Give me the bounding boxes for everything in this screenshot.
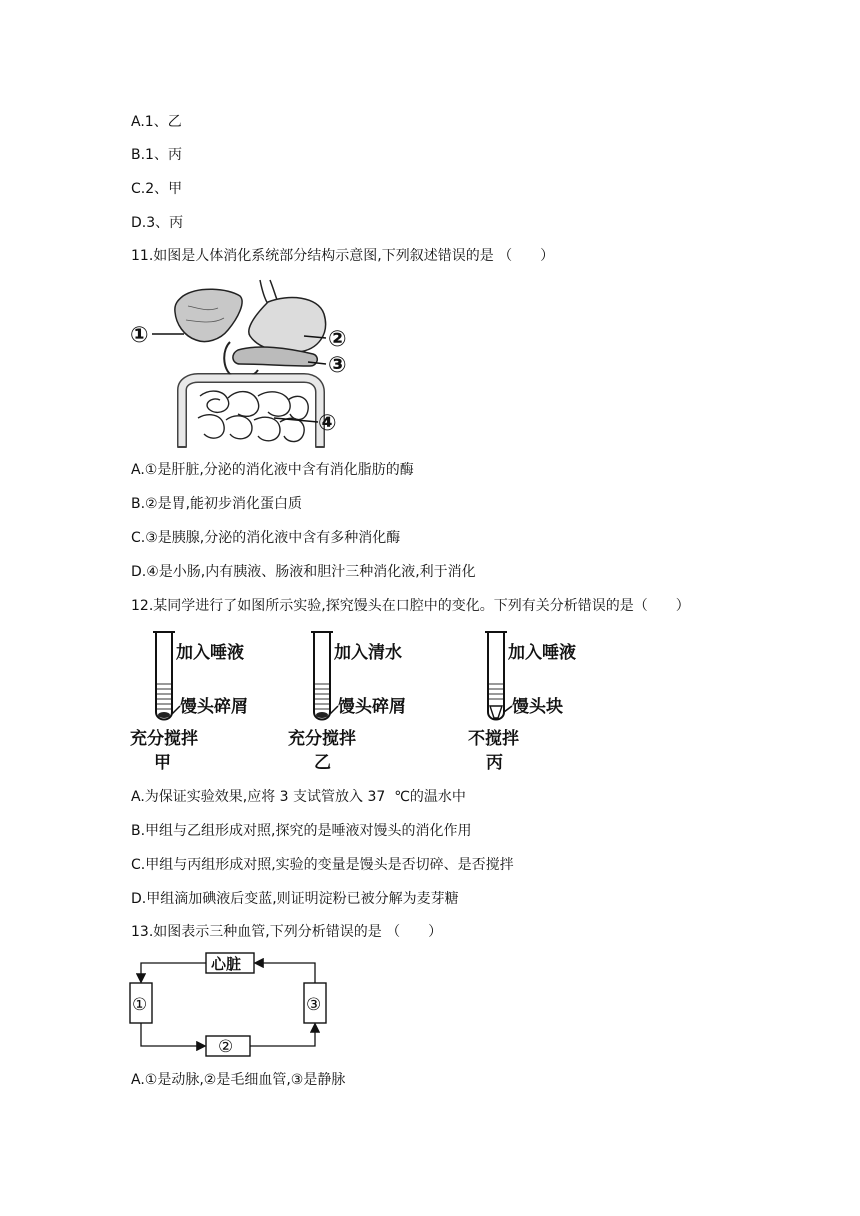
digestive-system-figure: [128, 278, 360, 448]
tube-yi-name: 乙: [314, 753, 331, 773]
q12-stem: 12.某同学进行了如图所示实验,探究馒头在口腔中的变化。下列有关分析错误的是（ ）: [131, 598, 690, 614]
test-tube-figure: [128, 628, 588, 773]
tube-yi-added: 加入清水: [334, 643, 402, 663]
q13-stem: 13.如图表示三种血管,下列分析错误的是 （ ）: [131, 924, 443, 940]
vessel-label-1: ①: [132, 995, 148, 1015]
q10-option-c: C.2、甲: [131, 181, 183, 197]
q11-option-c: C.③是胰腺,分泌的消化液中含有多种消化酶: [131, 530, 401, 546]
digestive-label-1: ①: [130, 323, 149, 348]
tube-yi-content: 馒头碎屑: [338, 697, 406, 717]
tube-jia-action: 充分搅拌: [130, 729, 198, 749]
blood-vessel-diagram: [128, 950, 338, 1062]
q10-option-d: D.3、丙: [131, 215, 184, 231]
large-intestine-shape: [182, 378, 320, 446]
digestive-label-4: ④: [318, 411, 337, 436]
q11-stem: 11.如图是人体消化系统部分结构示意图,下列叙述错误的是 （ ）: [131, 248, 555, 264]
tube-jia-added: 加入唾液: [176, 643, 244, 663]
vessel-label-3: ③: [306, 995, 322, 1015]
tube-bing-action: 不搅拌: [468, 729, 519, 749]
q13-option-a: A.①是动脉,②是毛细血管,③是静脉: [131, 1072, 346, 1088]
q12-option-d: D.甲组滴加碘液后变蓝,则证明淀粉已被分解为麦芽糖: [131, 891, 459, 907]
small-intestine-shape: [198, 391, 308, 442]
q11-option-d: D.④是小肠,内有胰液、肠液和胆汁三种消化液,利于消化: [131, 564, 476, 580]
digestive-label-3: ③: [328, 353, 347, 378]
tube-bing-added: 加入唾液: [508, 643, 576, 663]
tube-bing-name: 丙: [486, 753, 503, 773]
tube-yi-action: 充分搅拌: [288, 729, 356, 749]
q12-option-c: C.甲组与丙组形成对照,实验的变量是馒头是否切碎、是否搅拌: [131, 857, 514, 873]
q12-option-b: B.甲组与乙组形成对照,探究的是唾液对馒头的消化作用: [131, 823, 472, 839]
tube-jia-content: 馒头碎屑: [180, 697, 248, 717]
vessel-label-2: ②: [218, 1037, 234, 1057]
q12-option-a: A.为保证实验效果,应将 3 支试管放入 37 ℃的温水中: [131, 789, 466, 805]
tube-jia-name: 甲: [154, 753, 171, 773]
q11-option-b: B.②是胃,能初步消化蛋白质: [131, 496, 303, 512]
stomach-shape: [249, 298, 326, 353]
q11-option-a: A.①是肝脏,分泌的消化液中含有消化脂肪的酶: [131, 462, 414, 478]
heart-label: 心脏: [211, 955, 242, 973]
q10-option-a: A.1、乙: [131, 114, 182, 130]
tube-bing-content: 馒头块: [512, 697, 563, 717]
q10-option-b: B.1、丙: [131, 147, 182, 163]
liver-shape: [175, 289, 242, 341]
digestive-label-2: ②: [328, 327, 347, 352]
